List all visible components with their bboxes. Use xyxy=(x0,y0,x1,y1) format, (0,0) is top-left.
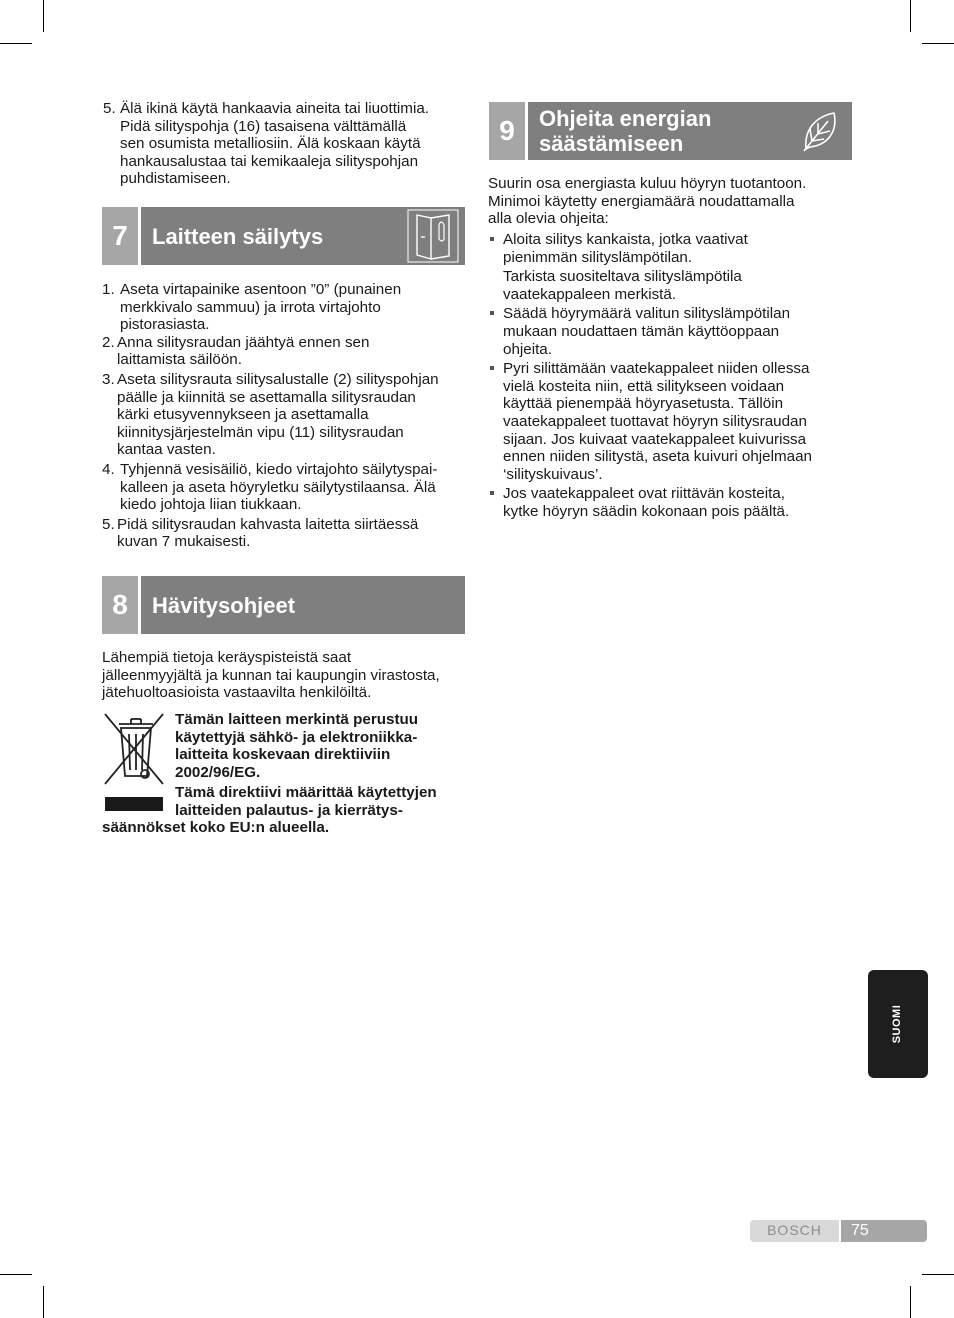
section-title: Laitteen säilytys xyxy=(152,223,324,249)
item-line: mukaan noudattaen tämän käyttöoppaan xyxy=(503,322,780,340)
crop-mark xyxy=(922,43,954,44)
paragraph-line: Lähempiä tietoja keräyspisteistä saat xyxy=(102,649,352,666)
item-line: Tyhjennä vesisäiliö, kiedo virtajohto säilytyspai- xyxy=(120,460,438,478)
item-line: kantaa vasten. xyxy=(117,441,216,459)
list-item xyxy=(102,461,472,514)
cabinet-icon xyxy=(401,207,465,265)
item-number: 2. xyxy=(102,333,115,351)
energy-saving-tips xyxy=(488,231,858,521)
item-line: laittamista säilöön. xyxy=(117,351,242,369)
item-line: Pidä silityspohja (16) tasaisena välttämällä xyxy=(120,117,407,135)
item-line: kalleen ja aseta höyryletku säilytystilaansa. Älä xyxy=(120,478,436,496)
item-number: 5. xyxy=(103,100,116,117)
language-tab xyxy=(868,970,928,1078)
list-item xyxy=(488,305,858,358)
item-line: ennen niiden silitystä, aseta kuivuri ohjelmaan xyxy=(503,448,812,466)
item-line: Pidä silitysraudan kahvasta laitetta siirtäessä xyxy=(117,515,419,533)
item-line: vielä kosteita niin, että silitykseen voidaan xyxy=(503,377,785,395)
item-line: Aseta virtapainike asentoon ”0” (punainen xyxy=(120,281,402,298)
item-line: Tarkista suositeltava silityslämpötila xyxy=(503,268,742,286)
title-line: Ohjeita energian xyxy=(539,106,712,131)
page-number-label: 75 xyxy=(851,1222,869,1240)
notice-line: laitteiden palautus- ja kierrätys- xyxy=(175,801,403,819)
item-line: käyttää pienempää höyryasetusta. Tällöin xyxy=(503,395,784,413)
page-number xyxy=(841,1220,927,1242)
item-line: sen osumista metalliosiin. Älä koskaan käytä xyxy=(120,135,421,153)
item-line: Älä ikinä käytä hankaavia aineita tai liuottimia. xyxy=(120,100,429,117)
crop-mark xyxy=(43,1286,44,1318)
item-line: Aloita silitys kankaista, jotka vaativat xyxy=(503,231,748,248)
section-title xyxy=(528,102,788,160)
section-number: 7 xyxy=(102,207,138,265)
item-line: hankausalustaa tai kemikaaleja silityspohjan xyxy=(120,152,419,170)
item-number: 4. xyxy=(102,460,115,478)
footer-brand xyxy=(750,1220,839,1242)
item-number: 1. xyxy=(102,281,115,298)
crop-mark xyxy=(922,1274,954,1275)
language-tab-label: SUOMI xyxy=(891,1004,904,1044)
item-line: ‘silityskuivaus’. xyxy=(503,465,603,483)
item-line: kytke höyryn säädin kokonaan pois päältä. xyxy=(503,502,790,520)
list-item xyxy=(102,281,472,334)
item-line: pistorasiasta. xyxy=(120,316,210,334)
item-line: puhdistamiseen. xyxy=(120,170,231,188)
section-title: Hävitysohjeet xyxy=(152,592,296,618)
notice-line: käytettyjä sähkö- ja elektroniikka- xyxy=(175,728,418,746)
paragraph-line: jätehuoltoasioista vastaavilta henkilöiltä. xyxy=(102,684,372,702)
section-number: 8 xyxy=(102,576,138,634)
item-line: sijaan. Jos kuivaat vaatekappaleet kuivurissa xyxy=(503,430,807,448)
item-line: merkkivalo sammuu) ja irrota virtajohto xyxy=(120,298,381,316)
list-item xyxy=(102,371,472,459)
weee-notice xyxy=(175,711,475,820)
list-item xyxy=(102,334,472,369)
notice-line: säännökset koko EU:n alueella. xyxy=(102,819,330,836)
section-number: 9 xyxy=(489,102,525,160)
paragraph-line: alla olevia ohjeita: xyxy=(488,210,609,228)
energy-saving-intro xyxy=(488,175,858,228)
notice-line: Tämän laitteen merkintä perustuu xyxy=(175,711,419,728)
crop-mark xyxy=(910,1286,911,1318)
paragraph-line: jälleenmyyjältä ja kunnan tai kaupungin virastosta, xyxy=(102,666,440,684)
item-line: pienimmän silityslämpötilan. xyxy=(503,248,693,266)
item-line: Säädä höyrymäärä valitun silityslämpötilan xyxy=(503,305,791,323)
brand-label: BOSCH xyxy=(767,1222,822,1239)
title-line: säästämiseen xyxy=(539,131,684,156)
notice-line: Tämä direktiivi määrittää käytettyjen xyxy=(175,784,437,802)
item-line: vaatekappaleet tuottavat höyryn silitysraudan xyxy=(503,412,807,430)
item-line: kiinnitysjärjestelmän vipu (11) silitysraudan xyxy=(117,423,404,441)
item-line: päälle ja kiinnitä se asettamalla silitysraudan xyxy=(117,388,416,406)
section-8-header xyxy=(102,576,465,634)
list-item xyxy=(488,485,858,520)
weee-notice-last-line xyxy=(102,819,472,837)
item-line: vaatekappaleen merkistä. xyxy=(503,285,677,303)
paragraph-line: Minimoi käytetty energiamäärä noudattamalla xyxy=(488,192,795,210)
item-line: kärki etusyvennykseen ja asettamalla xyxy=(117,406,369,424)
intro-list-item xyxy=(103,100,473,188)
item-line: kuvan 7 mukaisesti. xyxy=(117,533,251,551)
crossed-out-bin-icon xyxy=(103,712,165,814)
item-line: kiedo johtoja liian tiukkaan. xyxy=(120,496,302,514)
item-line: Aseta silitysrauta silitysalustalle (2) silityspohjan xyxy=(117,370,439,388)
crop-mark xyxy=(43,0,44,32)
notice-line: laitteita koskevaan direktiiviin xyxy=(175,746,391,764)
section-9-header xyxy=(489,102,852,160)
item-line: Pyri silittämään vaatekappaleet niiden ollessa xyxy=(503,360,810,378)
paragraph-line: Suurin osa energiasta kuluu höyryn tuotantoon. xyxy=(488,175,807,192)
item-line: Jos vaatekappaleet ovat riittävän kosteita, xyxy=(503,485,785,503)
leaf-icon xyxy=(788,102,852,160)
item-line: Anna silitysraudan jäähtyä ennen sen xyxy=(117,333,370,351)
crop-mark xyxy=(0,43,32,44)
item-number: 3. xyxy=(102,370,115,388)
disposal-intro xyxy=(102,649,472,702)
crop-mark xyxy=(910,0,911,32)
crop-mark xyxy=(0,1274,32,1275)
item-line: ohjeita. xyxy=(503,340,552,358)
storage-steps-list xyxy=(102,281,472,551)
list-item xyxy=(102,516,472,551)
section-7-header xyxy=(102,207,465,265)
notice-line: 2002/96/EG. xyxy=(175,763,261,781)
item-number: 5. xyxy=(102,515,115,533)
list-item xyxy=(488,231,858,303)
list-item xyxy=(488,360,858,483)
